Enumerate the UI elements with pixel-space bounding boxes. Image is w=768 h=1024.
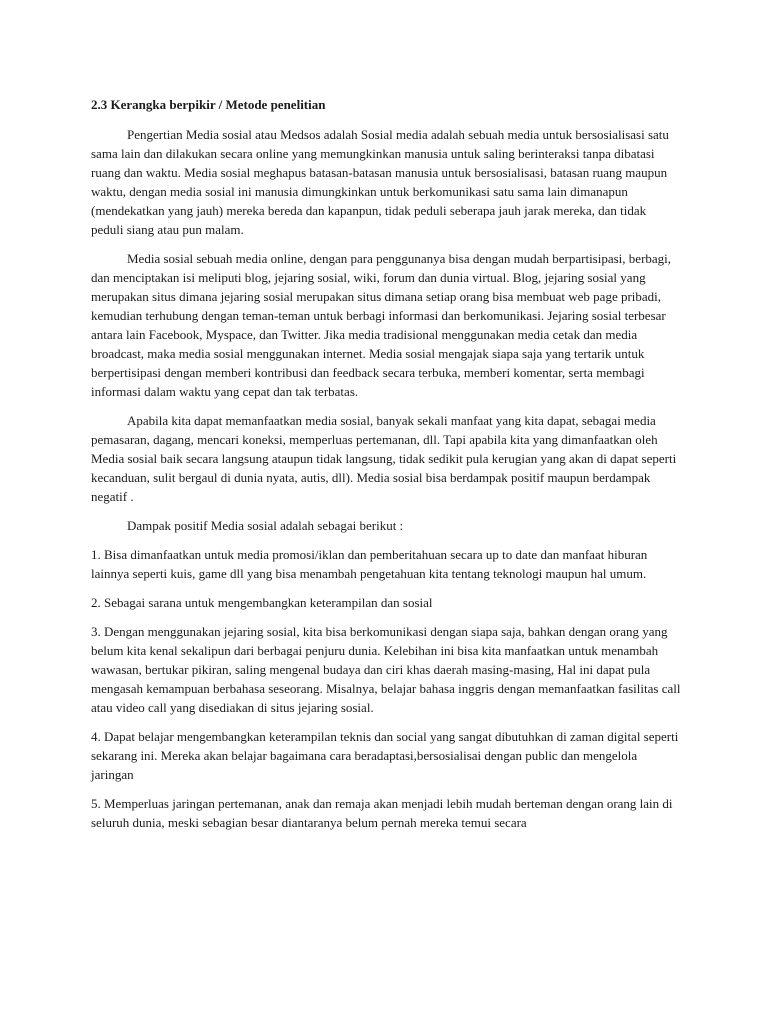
paragraph-online-media: Media sosial sebuah media online, dengan para penggunanya bisa dengan mudah berpartisipasi, berbagi, dan menciptakan isi meliputi blog, jejaring sosial, wiki, forum dan dunia virtual. Blog, jejaring sosial yang merupakan situs dimana jejaring sosial merupakan situs dimana setiap orang bisa membuat web page pribadi, kemudian terhubung dengan teman-teman untuk berbagi informasi dan berkomunikasi. Jejaring sosial terbesar antara lain Facebook, Myspace, dan Twitter. Jika media tradisional menggunakan media cetak dan media broadcast, maka media sosial menggunakan internet. Media sosial mengajak siapa saja yang tertarik untuk berpertisipasi dengan memberi kontribusi dan feedback secara terbuka, memberi komentar, serta membagi informasi dalam waktu yang cepat dan tak terbatas. bbox=[91, 251, 672, 399]
section-heading: 2.3 Kerangka berpikir / Metode penelitian bbox=[91, 97, 326, 112]
list-item: 3. Dengan menggunakan jejaring sosial, kita bisa berkomunikasi dengan siapa saja, bahkan dengan orang yang belum kita kenal sekalipun dari berbagai penjuru dunia. Kelebihan ini bisa kita manfaatkan untuk menambah wawasan, bertukar pikiran, saling mengenal budaya dan ciri khas daerah masing-masing, Hal ini dapat pula mengasah kemampuan berbahasa seseorang. Misalnya, belajar bahasa inggris dengan memanfaatkan fasilitas call atau video call yang disediakan di situs jejaring sosial. bbox=[91, 624, 681, 715]
document-body bbox=[91, 95, 681, 842]
list-item: 4. Dapat belajar mengembangkan keterampilan teknis dan social yang sangat dibutuhkan di zaman digital seperti sekarang ini. Mereka akan belajar bagaimana cara beradaptasi,bersosialisai dengan public dan mengelola jaringan bbox=[91, 729, 679, 782]
paragraph-benefits: Apabila kita dapat memanfaatkan media sosial, banyak sekali manfaat yang kita dapat, sebagai media pemasaran, dagang, mencari koneksi, memperluas pertemanan, dll. Tapi apabila kita yang dimanfaatkan oleh Media sosial baik secara langsung ataupun tidak langsung, tidak sedikit pula kerugian yang akan di dapat seperti kecanduan, sulit bergaul di dunia nyata, autis, dll). Media sosial bisa berdampak positif maupun berdampak negatif . bbox=[91, 413, 677, 504]
list-item: 5. Memperluas jaringan pertemanan, anak dan remaja akan menjadi lebih mudah berteman dengan orang lain di seluruh dunia, meski sebagian besar diantaranya belum pernah mereka temui secara bbox=[91, 796, 673, 830]
paragraph-positive-intro: Dampak positif Media sosial adalah sebagai berikut : bbox=[127, 518, 404, 533]
paragraph-definition: Pengertian Media sosial atau Medsos adalah Sosial media adalah sebuah media untuk bersosialisasi satu sama lain dan dilakukan secara online yang memungkinkan manusia untuk saling berinteraksi tanpa dibatasi ruang dan waktu. Media sosial meghapus batasan-batasan manusia untuk bersosialisasi, batasan ruang maupun waktu, dengan media sosial ini manusia dimungkinkan untuk berkomunikasi satu sama lain dimanapun (mendekatkan yang jauh) mereka bereda dan kapanpun, tidak peduli seberapa jauh jarak mereka, dan tidak peduli siang atau pun malam. bbox=[91, 127, 669, 237]
list-item: 2. Sebagai sarana untuk mengembangkan keterampilan dan sosial bbox=[91, 595, 433, 610]
list-item: 1. Bisa dimanfaatkan untuk media promosi/iklan dan pemberitahuan secara up to date dan manfaat hiburan lainnya seperti kuis, game dll yang bisa menambah pengetahuan kita tentang teknologi maupun hal umum. bbox=[91, 547, 648, 581]
